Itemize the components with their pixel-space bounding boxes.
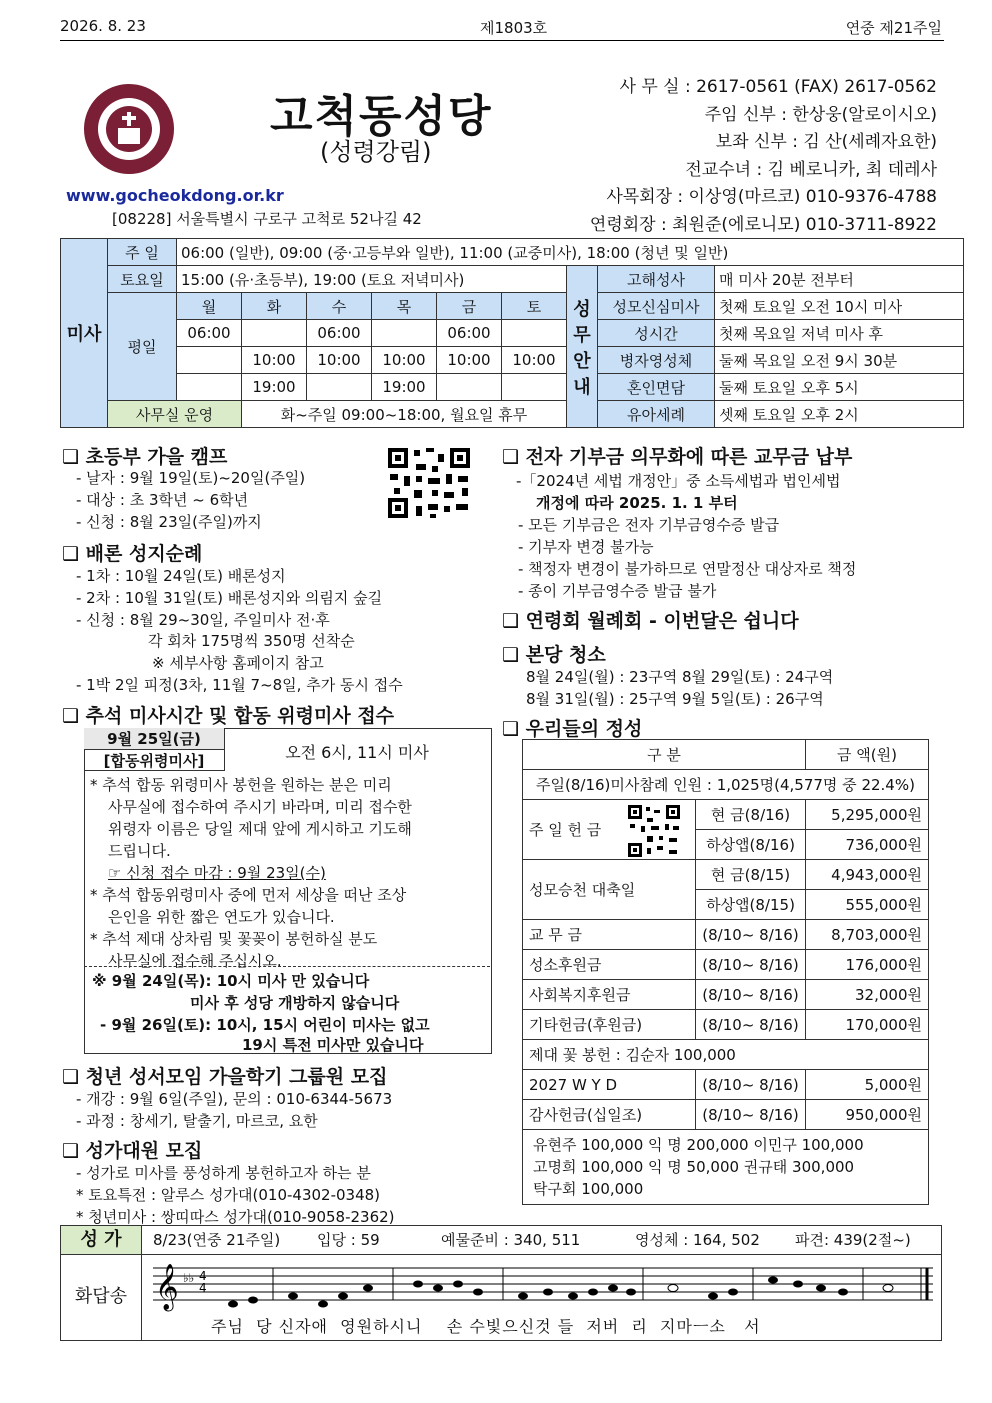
hymn-row <box>141 1226 941 1255</box>
sunday-times: 06:00 (일반), 09:00 (중·고등부와 일반), 11:00 (교중미사), 18:00 (청년 및 일반) <box>177 239 964 266</box>
time-cell: 06:00 <box>177 320 242 347</box>
offering-item: 현 금(8/16) <box>696 800 806 830</box>
chuseok-line: 은인을 위한 짧은 연도가 있습니다. <box>108 908 335 926</box>
pilgrimage-line: 각 회차 175명씩 350명 선착순 <box>148 632 355 650</box>
hymn-communion: 영성체 : 164, 502 <box>635 1231 760 1249</box>
time-cell: 10:00 <box>242 347 307 374</box>
sacrament-time: 매 미사 20분 전부터 <box>715 266 964 293</box>
choir-line: * 청년미사 : 쌍띠따스 성가대(010-9058-2362) <box>76 1208 395 1226</box>
parish-subtitle: (성령강림) <box>320 138 432 166</box>
choir-line: * 토요특전 : 알루스 성가대(010-4302-0348) <box>76 1186 381 1204</box>
sunday-offering-label <box>523 800 696 860</box>
donation-line: - 종이 기부금영수증 발급 불가 <box>518 582 717 600</box>
issue-number: 제1803호 <box>480 19 548 37</box>
sacrament-name: 고해성사 <box>598 266 715 293</box>
col-header: 금 액(원) <box>806 740 929 770</box>
offering-title: ❑ 우리들의 정성 <box>502 718 643 740</box>
svg-text:𝄞: 𝄞 <box>155 1264 179 1310</box>
date: 2026. 8. 23 <box>60 17 146 35</box>
response-lyrics: 주님 당 신자애 영원하시니 손 수빛으신것 들 저버 리 지마ㅡ소 서 <box>211 1317 761 1336</box>
day-wed: 수 <box>307 293 372 320</box>
cleaning-title: ❑ 본당 청소 <box>502 644 606 666</box>
cleaning-line: 8월 24일(월) : 23구역 8월 29일(토) : 24구역 <box>526 668 834 686</box>
time-cell <box>502 320 567 347</box>
sacrament-name: 유아세례 <box>598 401 715 428</box>
donation-line: - 기부자 변경 불가능 <box>518 538 654 556</box>
contact-sisters: 전교수녀 : 김 베로니카, 최 데레사 <box>685 160 937 180</box>
chuseok-tag: [합동위령미사] <box>103 752 205 770</box>
website-link[interactable]: www.gocheokdong.or.kr <box>66 186 284 205</box>
yeonryeong-title: ❑ 연령회 월례회 - 이번달은 쉽니다 <box>502 610 799 632</box>
chuseok-line: 드립니다. <box>108 842 171 860</box>
chuseok-time: 오전 6시, 11시 미사 <box>285 743 429 762</box>
camp-title: ❑ 초등부 가을 캠프 <box>62 446 228 468</box>
hymn-date: 8/23(연중 21주일) <box>153 1231 281 1249</box>
qr-code-icon[interactable] <box>627 804 681 858</box>
donation-line: - 책정자 변경이 불가하므로 연말정산 대상자로 책정 <box>518 560 857 578</box>
response-label: 화답송 <box>61 1254 142 1340</box>
chuseok-line: * 추석 합동 위령미사 봉헌을 원하는 분은 미리 <box>90 776 392 794</box>
sacrament-time: 셋째 토요일 오후 2시 <box>715 401 964 428</box>
donation-line: 개정에 따라 2025. 1. 1 부터 <box>536 494 738 512</box>
offering-item: 하상앱(8/16) <box>696 830 806 860</box>
time-cell: 10:00 <box>502 347 567 374</box>
day-mon: 월 <box>177 293 242 320</box>
svg-text:4: 4 <box>199 1269 207 1283</box>
schedule-table <box>60 238 964 428</box>
offering-period: (8/10~ 8/16) <box>696 1010 806 1040</box>
offering-amount: 5,295,000원 <box>806 800 929 830</box>
time-cell <box>242 320 307 347</box>
day-fri: 금 <box>437 293 502 320</box>
time-cell: 19:00 <box>242 374 307 401</box>
time-cell <box>307 374 372 401</box>
saturday-times: 15:00 (유·초등부), 19:00 (토요 저녁미사) <box>177 266 567 293</box>
chuseok-note: 19시 특전 미사만 있습니다 <box>242 1036 424 1054</box>
offering-item: 하상앱(8/15) <box>696 890 806 920</box>
liturgical-week: 연중 제21주일 <box>845 19 942 37</box>
svg-text:4: 4 <box>199 1281 207 1295</box>
attendance: 주일(8/16)미사참례 인원 : 1,025명(4,577명 중 22.4%) <box>523 770 929 800</box>
music-staff-icon <box>153 1260 933 1316</box>
col-header: 구 분 <box>523 740 806 770</box>
offering-amount: 8,703,000원 <box>806 920 929 950</box>
chuseok-note: ※ 9월 24일(목): 10시 미사 만 있습니다 <box>92 972 370 990</box>
day-thu: 목 <box>372 293 437 320</box>
pilgrimage-line: - 신청 : 8월 29~30일, 주일미사 전·후 <box>76 611 330 629</box>
offering-period: (8/10~ 8/16) <box>696 1070 806 1100</box>
time-cell: 19:00 <box>372 374 437 401</box>
offering-item: 성소후원금 <box>523 950 696 980</box>
chuseok-date-cell <box>84 728 225 771</box>
donor-line: 유현주 100,000 익 명 200,000 이민구 100,000 <box>533 1136 864 1154</box>
offering-item: 기타헌금(후원금) <box>523 1010 696 1040</box>
hymn-dismissal: 파견: 439(2절~) <box>795 1231 911 1249</box>
offering-amount: 176,000원 <box>806 950 929 980</box>
svg-text:♭♭: ♭♭ <box>183 1271 195 1285</box>
offering-amount: 555,000원 <box>806 890 929 920</box>
choir-title: ❑ 성가대원 모집 <box>62 1140 203 1162</box>
chuseok-line: * 추석 합동위령미사 중에 먼저 세상을 떠난 조상 <box>90 886 407 904</box>
office-label: 사무실 운영 <box>108 401 242 428</box>
offering-amount: 4,943,000원 <box>806 860 929 890</box>
offering-amount: 32,000원 <box>806 980 929 1010</box>
pilgrimage-line: - 2차 : 10월 31일(토) 배론성지와 의림지 숲길 <box>76 589 383 607</box>
offering-table <box>522 739 929 1205</box>
sunday-offering-text: 주 일 헌 금 <box>529 821 602 839</box>
offering-item: 감사헌금(십일조) <box>523 1100 696 1130</box>
chuseok-deadline: ☞ 신청 접수 마감 : 9월 23일(수) <box>108 864 326 882</box>
offering-amount: 5,000원 <box>806 1070 929 1100</box>
chuseok-line: 위령자 이름은 당일 제대 앞에 게시하고 기도해 <box>108 820 412 838</box>
sacrament-time: 둘째 토요일 오후 5시 <box>715 374 964 401</box>
donation-line: - 모든 기부금은 전자 기부금영수증 발급 <box>518 516 780 534</box>
contact-yeonryeong: 연령회장 : 최원준(에로니모) 010-3711-8922 <box>589 215 937 235</box>
chuseok-date: 9월 25일(금) <box>84 728 224 750</box>
offering-item: 사회복지후원금 <box>523 980 696 1010</box>
address: [08228] 서울특별시 구로구 고척로 52나길 42 <box>112 210 422 228</box>
offering-amount: 170,000원 <box>806 1010 929 1040</box>
sacrament-name: 성모신심미사 <box>598 293 715 320</box>
donor-line: 고명희 100,000 익 명 50,000 권규태 300,000 <box>533 1158 855 1176</box>
qr-code-icon[interactable] <box>386 446 472 520</box>
sacrament-time: 첫째 목요일 저녁 미사 후 <box>715 320 964 347</box>
contact-office: 사 무 실 : 2617-0561 (FAX) 2617-0562 <box>619 77 937 97</box>
day-sat: 토 <box>502 293 567 320</box>
time-cell: 10:00 <box>372 347 437 374</box>
offering-period: (8/10~ 8/16) <box>696 1100 806 1130</box>
sacrament-name: 혼인면담 <box>598 374 715 401</box>
donation-line: -「2024년 세법 개정안」중 소득세법과 법인세법 <box>516 472 841 490</box>
youth-title: ❑ 청년 성서모임 가을학기 그룹원 모집 <box>62 1066 388 1088</box>
header-rule <box>60 40 944 41</box>
contact-assistant: 보좌 신부 : 김 산(세례자요한) <box>715 132 937 152</box>
parish-title: 고척동성당 <box>270 91 493 142</box>
chuseok-note: 미사 후 성당 개방하지 않습니다 <box>190 994 400 1012</box>
chuseok-line: 사무실에 접수해 주십시오. <box>108 952 282 970</box>
contact-council: 사목회장 : 이상영(마르코) 010-9376-4788 <box>606 187 937 207</box>
saturday-label: 토요일 <box>108 266 177 293</box>
assumption-label: 성모승천 대축일 <box>523 860 696 920</box>
time-cell <box>177 374 242 401</box>
offering-amount: 950,000원 <box>806 1100 929 1130</box>
pilgrimage-line: - 1박 2일 피정(3차, 11월 7~8일, 추가 동시 접수 <box>76 676 403 694</box>
offering-period: (8/10~ 8/16) <box>696 950 806 980</box>
time-cell: 10:00 <box>307 347 372 374</box>
time-cell <box>502 374 567 401</box>
camp-line: - 날자 : 9월 19일(토)~20일(주일) <box>76 469 306 487</box>
pilgrimage-title: ❑ 배론 성지순례 <box>62 543 203 565</box>
sunday-label: 주 일 <box>108 239 177 266</box>
time-cell: 06:00 <box>307 320 372 347</box>
offering-period: (8/10~ 8/16) <box>696 980 806 1010</box>
contact-pastor: 주임 신부 : 한상웅(알로이시오) <box>704 105 937 125</box>
youth-line: - 과정 : 창세기, 탈출기, 마르코, 요한 <box>76 1112 318 1130</box>
flower-offering: 제대 꽃 봉헌 : 김순자 100,000 <box>523 1040 929 1070</box>
donation-title: ❑ 전자 기부금 의무화에 따른 교무금 납부 <box>502 446 853 468</box>
donor-line: 탁구회 100,000 <box>533 1180 644 1198</box>
office-hours: 화~주일 09:00~18:00, 월요일 휴무 <box>242 401 567 428</box>
sacrament-label: 성무안내 <box>567 266 598 428</box>
weekday-label: 평일 <box>108 293 177 401</box>
time-cell: 10:00 <box>437 347 502 374</box>
camp-line: - 대상 : 초 3학년 ~ 6학년 <box>76 491 249 509</box>
chuseok-line: * 추석 제대 상차림 및 꽃꽂이 봉헌하실 분도 <box>90 930 378 948</box>
church-icon <box>114 112 144 146</box>
sacrament-name: 병자영성체 <box>598 347 715 374</box>
chuseok-line: 사무실에 접수하여 주시기 바라며, 미리 접수한 <box>108 798 412 816</box>
sacrament-time: 첫째 토요일 오전 10시 미사 <box>715 293 964 320</box>
donor-list <box>523 1130 929 1205</box>
time-cell <box>437 374 502 401</box>
time-cell <box>372 320 437 347</box>
hymn-box <box>60 1225 942 1341</box>
choir-line: - 성가로 미사를 풍성하게 봉헌하고자 하는 분 <box>76 1164 371 1182</box>
offering-period: (8/10~ 8/16) <box>696 920 806 950</box>
camp-line: - 신청 : 8월 23일(주일)까지 <box>76 513 262 531</box>
offering-item: 교 무 금 <box>523 920 696 950</box>
sacrament-time: 둘째 목요일 오전 9시 30분 <box>715 347 964 374</box>
youth-line: - 개강 : 9월 6일(주일), 문의 : 010-6344-5673 <box>76 1090 393 1108</box>
time-cell: 06:00 <box>437 320 502 347</box>
day-tue: 화 <box>242 293 307 320</box>
offering-item: 2027 W Y D <box>523 1070 696 1100</box>
offering-item: 현 금(8/15) <box>696 860 806 890</box>
hymn-label: 성 가 <box>61 1226 142 1255</box>
chuseok-note: - 9월 26일(토): 10시, 15시 어린이 미사는 없고 <box>100 1016 430 1034</box>
hymn-entrance: 입당 : 59 <box>317 1231 380 1249</box>
time-cell <box>177 347 242 374</box>
sacrament-name: 성시간 <box>598 320 715 347</box>
chuseok-title: ❑ 추석 미사시간 및 합동 위령미사 접수 <box>62 705 395 727</box>
mass-label: 미사 <box>61 239 108 428</box>
parish-logo <box>84 84 174 174</box>
pilgrimage-line: - 1차 : 10월 24일(토) 배론성지 <box>76 567 286 585</box>
pilgrimage-line: ※ 세부사항 홈페이지 참고 <box>152 654 324 672</box>
offering-amount: 736,000원 <box>806 830 929 860</box>
cleaning-line: 8월 31일(월) : 25구역 9월 5일(토) : 26구역 <box>526 690 824 708</box>
hymn-offertory: 예물준비 : 340, 511 <box>441 1231 581 1249</box>
chuseok-divider <box>84 966 490 967</box>
